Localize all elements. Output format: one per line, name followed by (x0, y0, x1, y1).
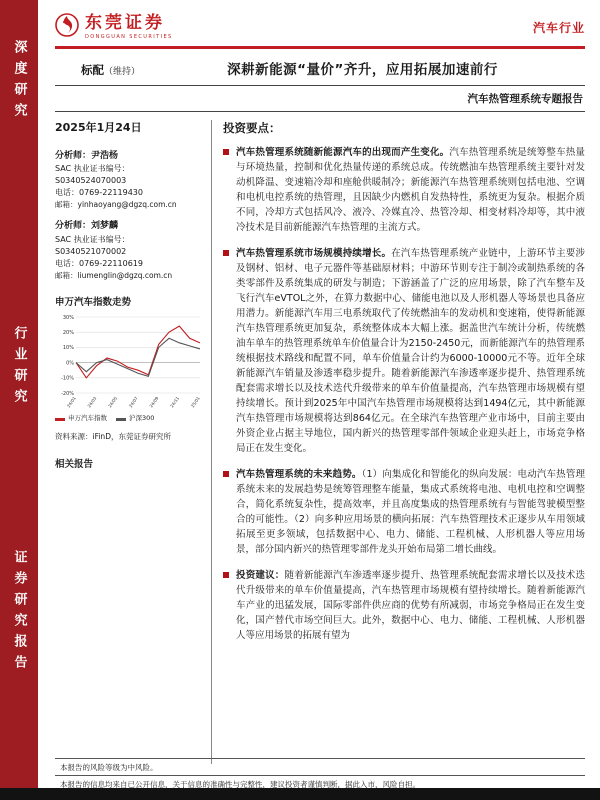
bullet-title: 汽车热管理系统的未来趋势。 (236, 469, 362, 480)
report-type: 汽车热管理系统专题报告 (467, 93, 583, 105)
chart-legend (55, 414, 203, 424)
body-columns (55, 120, 585, 764)
bullet-title: 汽车热管理系统市场规模持续增长。 (236, 248, 392, 259)
legend-label: 申万汽车指数 (68, 414, 107, 423)
brand-seal-icon (55, 13, 79, 41)
investment-highlights-title: 投资要点： (223, 121, 281, 135)
analyst-phone: 电话：0769-22110619 (55, 258, 143, 268)
svg-text:24/11: 24/11 (169, 395, 181, 409)
analyst-name: 分析师：尹浩杨 (55, 150, 119, 161)
analyst-email: 邮箱：yinhaoyang@dgzq.com.cn (55, 200, 177, 209)
line-chart (55, 313, 203, 413)
bullet-title: 投资建议： (236, 570, 285, 581)
left-ribbon (0, 0, 38, 800)
bottom-black-bar (0, 788, 600, 800)
index-trend-chart (55, 313, 203, 424)
analyst-block (55, 150, 203, 211)
page-content (55, 0, 585, 764)
analyst-phone: 电话：0769-22119430 (55, 188, 143, 197)
svg-text:24/09: 24/09 (148, 395, 160, 409)
bullet-square-icon (223, 250, 229, 256)
bullet-square-icon (223, 149, 229, 155)
svg-text:24/05: 24/05 (107, 395, 119, 409)
brand-text (85, 12, 173, 40)
title-row (55, 58, 585, 78)
brand-name: 东莞证券 (85, 12, 165, 33)
ribbon-label-depth-research: 深度研究 (11, 40, 27, 124)
chart-source: 资料来源：iFinD，东莞证券研究所 (55, 432, 171, 441)
svg-text:24/07: 24/07 (127, 395, 139, 409)
legend-item (55, 414, 107, 424)
analyst-name: 分析师：刘梦麟 (55, 221, 119, 232)
brand-name-en: DONGGUAN SECURITIES (85, 33, 173, 40)
industry-tag: 汽车行业 (532, 20, 585, 35)
rating (81, 62, 140, 78)
rating-suffix: （维持） (104, 67, 141, 77)
ribbon-label-industry-research: 行业研究 (11, 326, 27, 410)
ribbon-label-securities-report: 证券研究报告 (11, 550, 27, 676)
analyst-block (55, 220, 203, 281)
svg-text:10%: 10% (62, 345, 74, 352)
bullet-item (223, 246, 585, 456)
legend-item (116, 414, 154, 424)
analyst-sac-label: SAC 执业证书编号： (55, 234, 130, 244)
report-title: 深耕新能源“量价”齐升，应用拓展加速前行 (227, 62, 498, 78)
bullet-body: （1）向集成化和智能化的纵向发展：电动汽车热管理系统未来的发展趋势是统筹管理整车能量，集成式系统将电池、电机电控和空调整合，简化系统复杂性，提高效率，并且高度集成的热管理系统有与智能驾驶模型整合的可能性。（2）向多种应用场景的横向拓展：汽车热管理技术正逐步从车用领域拓展至更多领域，包括数据中心、电力、储能、工程机械、人形机器人等应用场景，部分国内新兴的热管理零部件龙头开始布局第二增长曲线。 (236, 469, 585, 555)
legend-label: 沪深300 (129, 414, 155, 423)
analyst-sac-label: SAC 执业证书编号： (55, 164, 130, 173)
legend-swatch-sw-auto (55, 418, 65, 421)
report-header (55, 0, 585, 41)
brand (55, 13, 173, 41)
analyst-sac-no: S0340524070003 (55, 176, 127, 185)
index-chart-title: 申万汽车指数走势 (55, 297, 132, 308)
legend-swatch-hs300 (116, 418, 126, 421)
svg-text:30%: 30% (62, 315, 74, 322)
bullet-square-icon (223, 471, 229, 477)
svg-text:-20%: -20% (61, 391, 74, 398)
bullet-body: 汽车热管理系统是统筹整车热量与环境热量，控制和优化热量传递的系统总成。传统燃油车热管理系统主要针对发动机降温、变速箱冷却和座舱供暖制冷；新能源汽车热管理系统则包括电池、空调和电机电控系统的热管理，且因缺少内燃机自发热特性，系统更为复杂。根据介质不同，冷却方式包括风冷、液冷、冷媒直冷、热管冷却、相变材料冷却等，其中液冷技术是目前新能源汽车热管理的主流方式。 (236, 147, 585, 233)
svg-text:24/03: 24/03 (86, 395, 98, 409)
svg-text:-10%: -10% (61, 375, 74, 382)
rule-2 (55, 111, 585, 112)
header-red-rule (55, 46, 585, 49)
bullet-body: 在汽车热管理系统产业链中，上游环节主要涉及钢材、铝材、电子元器件等基础原材料；中游环节则专注于制冷或制热系统的各类零部件及系统集成的研发与制造；下游涵盖了广泛的应用场景，除了汽车整车及飞行汽车eVTOL之外，在算力数据中心、储能电池以及人形机器人等场景也具备应用潜力。新能源汽车用三电系统取代了传统燃油车的发动机和变速箱，使得新能源汽车热管理系统更加复杂，系统整体成本大幅上涨。据盖世汽车统计分析，传统燃油车单车的热管理系统单车价值量合计为2150-2450元，而新能源汽车的热管理系统根据技术路线和配置不同，单车价值量合计约为6000-10000元不等。近年全球新能源汽车销量及渗透率稳步提升。随着新能源汽车渗透率逐步提升、热管理系统配套需求增长以及技术迭代升级带来的单车价值量提高，汽车热管理市场规模有望持续增长。预计到2025年中国汽车热管理市场规模将达到1494亿元，其中新能源汽车热管理市场规模将达到864亿元。在全球汽车热管理产业市场中，目前主要由外资企业占据主导地位，国内新兴的热管理零部件领域企业迎头赶上，市场竞争格局正在发生变化。 (236, 248, 585, 454)
main-column (211, 120, 585, 764)
bullet-item (223, 568, 585, 643)
related-reports-title: 相关报告 (55, 459, 94, 471)
svg-text:25/01: 25/01 (189, 395, 201, 409)
footer-disclaimer: 本报告的信息均来自已公开信息，关于信息的准确性与完整性，建议投资者谨慎判断，据此入市，风险自担。 (55, 775, 585, 792)
svg-text:20%: 20% (62, 330, 74, 337)
svg-text:0%: 0% (66, 360, 74, 367)
page-footer (55, 758, 585, 792)
bullet-square-icon (223, 572, 229, 578)
bullet-body: 随着新能源汽车渗透率逐步提升、热管理系统配套需求增长以及技术迭代升级带来的单车价值量提高，汽车热管理市场规模有望持续增长。随着新能源汽车产业的迅猛发展，国际零部件供应商的优势有所减弱，市场竞争格局正在发生变化，国产替代市场空间巨大。此外，数据中心、电力、储能、工程机械、人形机器人等应用场景的拓展有望为 (236, 570, 585, 641)
analyst-email: 邮箱：liumenglin@dgzq.com.cn (55, 270, 173, 280)
rating-value: 标配 (81, 63, 104, 77)
analyst-sac-no: S0340521070002 (55, 246, 127, 256)
bullet-item (223, 145, 585, 235)
bullet-title: 汽车热管理系统随新能源汽车的出现而产生变化。 (236, 147, 450, 158)
footer-risk-line: 本报告的风险等级为中风险。 (55, 758, 585, 775)
left-column (55, 120, 203, 764)
report-date: 2025年1月24日 (55, 121, 142, 134)
svg-text:24/01: 24/01 (65, 395, 77, 409)
bullet-item (223, 467, 585, 557)
